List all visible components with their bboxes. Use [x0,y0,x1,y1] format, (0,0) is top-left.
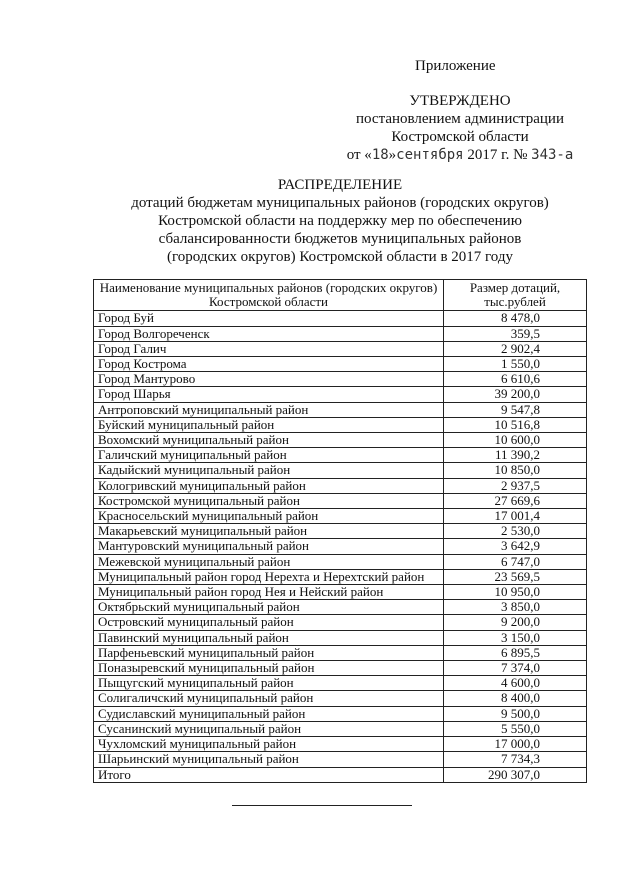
subsidy-amount: 5 550,0 [444,721,587,736]
table-row [94,463,587,478]
header-name-line-1: Наименование муниципальных районов (городских округов) [99,280,438,295]
table-row [94,417,587,432]
table-row [94,509,587,524]
table-row [94,402,587,417]
table-row [94,676,587,691]
table-row [94,706,587,721]
date-day: 18 [371,147,389,163]
table-row [94,752,587,767]
district-name: Галичский муниципальный район [94,448,444,463]
appendix-label: Приложение [415,58,496,74]
district-name: Островский муниципальный район [94,615,444,630]
district-name: Город Кострома [94,357,444,372]
date-prefix: от « [346,147,372,163]
header-amount-column [444,280,587,311]
approval-line-2: Костромской области [391,129,529,145]
district-name: Мантуровский муниципальный район [94,539,444,554]
total-row [94,767,587,782]
table-row [94,737,587,752]
total-value: 290 307,0 [444,767,587,782]
district-name: Кологривский муниципальный район [94,478,444,493]
title-line-3: сбалансированности бюджетов муниципальных районов [158,231,522,247]
subsidy-amount: 7 374,0 [444,661,587,676]
header-name-line-2: Костромской области [208,294,329,310]
district-name: Парфеньевский муниципальный район [94,645,444,660]
subsidy-amount: 7 734,3 [444,752,587,767]
title-line-4: (городских округов) Костромской области в 2017 году [166,249,514,265]
subsidy-amount: 4 600,0 [444,676,587,691]
table-row [94,600,587,615]
subsidy-amount: 2 530,0 [444,524,587,539]
district-name: Поназыревский муниципальный район [94,661,444,676]
district-name: Сусанинский муниципальный район [94,721,444,736]
district-name: Красносельский муниципальный район [94,509,444,524]
date-month: сентября [396,147,464,163]
table-row [94,493,587,508]
table-row [94,585,587,600]
subsidy-amount: 8 400,0 [444,691,587,706]
district-name: Антроповский муниципальный район [94,402,444,417]
title-heading: РАСПРЕДЕЛЕНИЕ [277,177,403,193]
date-mid: » [388,147,397,163]
approval-heading: УТВЕРЖДЕНО [409,93,511,109]
table-row [94,721,587,736]
subsidy-amount: 8 478,0 [444,311,587,326]
table-row [94,341,587,356]
district-name: Муниципальный район город Нерехта и Нерехтский район [94,569,444,584]
subsidy-amount: 10 516,8 [444,417,587,432]
district-name: Город Шарья [94,387,444,402]
subsidy-amount: 11 390,2 [444,448,587,463]
subsidy-amount: 9 200,0 [444,615,587,630]
district-name: Город Буй [94,311,444,326]
subsidy-amount: 39 200,0 [444,387,587,402]
subsidy-amount: 359,5 [444,326,587,341]
subsidy-amount: 10 850,0 [444,463,587,478]
total-label: Итого [94,767,444,782]
subsidy-amount: 2 937,5 [444,478,587,493]
district-name: Пыщугский муниципальный район [94,676,444,691]
table-row [94,372,587,387]
subsidy-amount: 6 747,0 [444,554,587,569]
table-row [94,524,587,539]
table-row [94,433,587,448]
subsidy-amount: 17 000,0 [444,737,587,752]
subsidy-amount: 3 850,0 [444,600,587,615]
table-row [94,661,587,676]
district-name: Муниципальный район город Нея и Нейский район [94,585,444,600]
district-name: Октябрьский муниципальный район [94,600,444,615]
table-row [94,554,587,569]
district-name: Город Волгореченск [94,326,444,341]
subsidy-amount: 10 600,0 [444,433,587,448]
distribution-table [93,279,587,783]
district-name: Межевской муниципальный район [94,554,444,569]
table-row [94,326,587,341]
subsidy-amount: 27 669,6 [444,493,587,508]
district-name: Солигаличский муниципальный район [94,691,444,706]
district-name: Макарьевский муниципальный район [94,524,444,539]
district-name: Вохомский муниципальный район [94,433,444,448]
district-name: Шарьинский муниципальный район [94,752,444,767]
district-name: Павинский муниципальный район [94,630,444,645]
header-amount-line-2: тыс.рублей [484,294,546,310]
table-row [94,387,587,402]
table-row [94,630,587,645]
table-row [94,539,587,554]
table-row [94,615,587,630]
district-name: Город Мантурово [94,372,444,387]
signature-line [232,805,412,806]
approval-date-line [330,146,590,164]
approval-line-1: постановлением администрации [356,111,564,127]
district-name: Судиславский муниципальный район [94,706,444,721]
table-row [94,569,587,584]
table-row [94,478,587,493]
subsidy-amount: 6 895,5 [444,645,587,660]
table-row [94,691,587,706]
header-name-column [94,280,444,311]
table-header-row [94,280,587,311]
subsidy-amount: 6 610,6 [444,372,587,387]
subsidy-amount: 1 550,0 [444,357,587,372]
document-title [60,176,620,266]
subsidy-amount: 10 950,0 [444,585,587,600]
district-name: Буйский муниципальный район [94,417,444,432]
table-row [94,357,587,372]
subsidy-amount: 9 500,0 [444,706,587,721]
subsidy-amount: 17 001,4 [444,509,587,524]
subsidy-amount: 3 642,9 [444,539,587,554]
date-suffix: 2017 г. № [463,147,532,163]
district-name: Кадыйский муниципальный район [94,463,444,478]
table-row [94,448,587,463]
table-row [94,311,587,326]
district-name: Чухломский муниципальный район [94,737,444,752]
header-amount-line-1: Размер дотаций, [469,280,561,295]
subsidy-amount: 2 902,4 [444,341,587,356]
resolution-number: 343-а [531,147,574,163]
table-row [94,645,587,660]
approval-block [330,92,590,164]
district-name: Костромской муниципальный район [94,493,444,508]
district-name: Город Галич [94,341,444,356]
title-line-1: дотаций бюджетам муниципальных районов (городских округов) [131,195,549,211]
subsidy-amount: 9 547,8 [444,402,587,417]
subsidy-amount: 23 569,5 [444,569,587,584]
title-line-2: Костромской области на поддержку мер по обеспечению [158,213,522,229]
subsidy-amount: 3 150,0 [444,630,587,645]
